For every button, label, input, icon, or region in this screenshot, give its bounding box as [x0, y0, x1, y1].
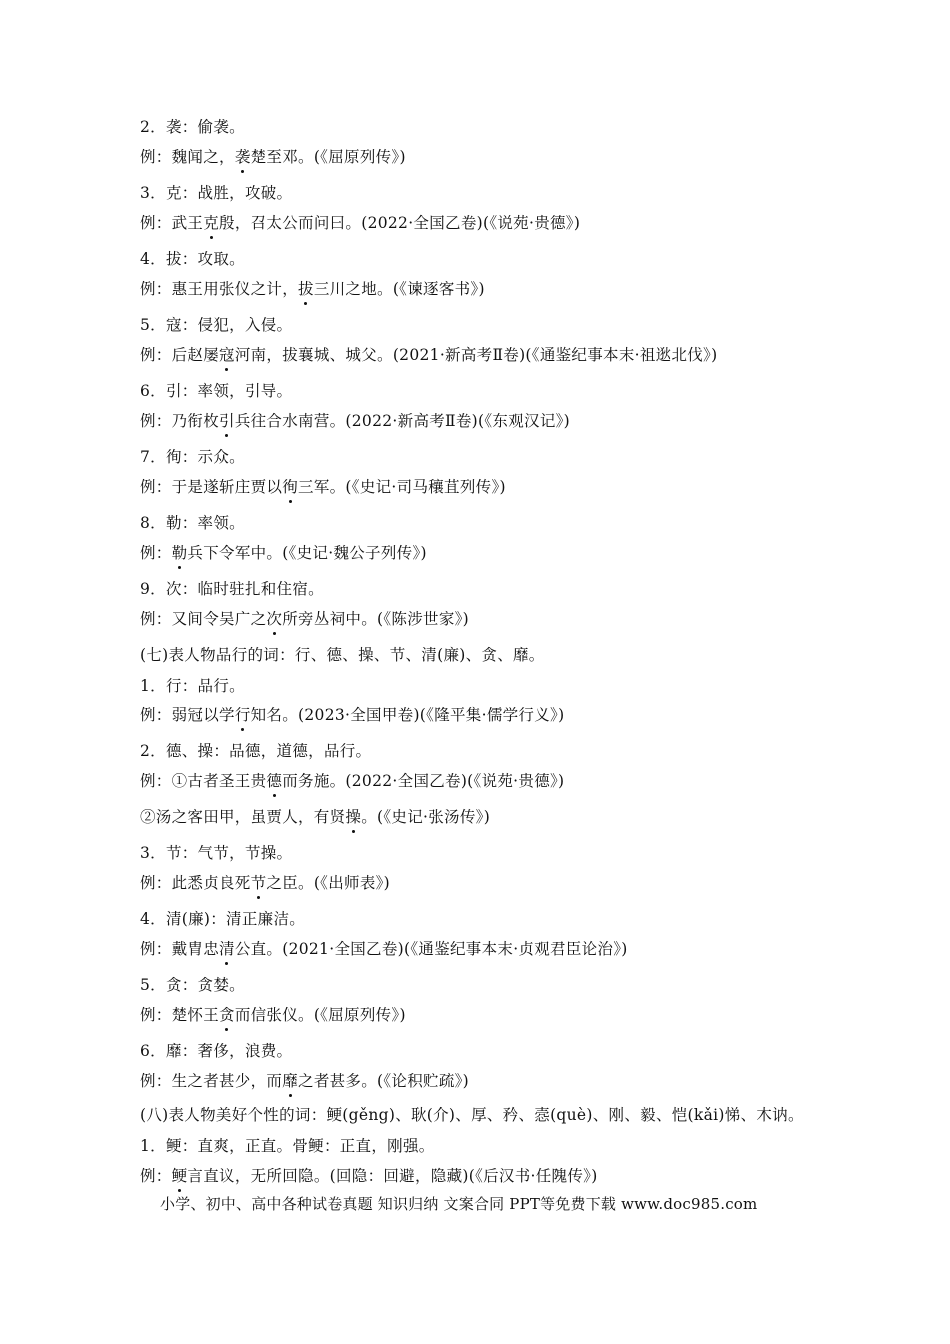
text-line: [140, 477, 506, 497]
text-line: [140, 279, 485, 299]
line-text: 例：后赵屡: [140, 346, 220, 364]
line-text: 兵往合水南营。(2022·新高考Ⅱ卷)(《东观汉记》): [234, 412, 571, 430]
text-line: [140, 1041, 292, 1061]
line-text: 2．袭：偷袭。: [140, 118, 245, 136]
line-text: 3．克：战胜，攻破。: [140, 184, 293, 202]
line-text: 6．引：率领，引导。: [140, 382, 293, 400]
emphasized-character: 徇: [282, 478, 299, 496]
line-text: 例：于是遂斩庄贾以: [140, 478, 283, 496]
line-text: ②汤之客田甲，虽贾人，有贤: [140, 808, 346, 826]
line-text: 公直。(2021·全国乙卷)(《通鉴纪事本末·贞观君臣论治》): [234, 940, 628, 958]
emphasized-character: 节: [250, 874, 267, 892]
line-text: 例：弱冠以学: [140, 706, 235, 724]
emphasized-character: 寇: [219, 346, 235, 364]
emphasized-character: 操: [345, 808, 362, 826]
emphasized-character: 次: [266, 610, 283, 628]
text-line: [140, 771, 564, 791]
emphasized-character: 勒: [171, 544, 188, 562]
line-text: 9．次：临时驻扎和住宿。: [140, 580, 324, 598]
line-text: (七)表人物品行的词：行、德、操、节、清(廉)、贪、靡。: [140, 646, 545, 664]
emphasized-character: 克: [203, 214, 220, 232]
line-text: 例：乃衔枚: [140, 412, 220, 430]
line-text: 知名。(2023·全国甲卷)(《隆平集·儒学行义》): [250, 706, 565, 724]
line-text: 例：武王: [140, 214, 204, 232]
text-line: [140, 1005, 406, 1025]
line-text: 例：戴胄忠: [140, 940, 220, 958]
emphasized-character: 贪: [219, 1006, 235, 1024]
text-line: [140, 411, 570, 431]
line-text: 例：此悉贞良死: [140, 874, 251, 892]
line-text: 河南，拔襄城、城父。(2021·新高考Ⅱ卷)(《通鉴纪事本末·祖逖北伐》): [234, 346, 718, 364]
emphasized-character: 清: [219, 940, 235, 958]
text-line: [140, 213, 580, 233]
line-text: 三军。(《史记·司马穰苴列传》): [298, 478, 506, 496]
line-text: 。(《史记·张汤传》): [361, 808, 491, 826]
text-line: [140, 705, 564, 725]
text-line: [140, 873, 390, 893]
line-text: 而务施。(2022·全国乙卷)(《说苑·贵德》): [282, 772, 565, 790]
line-text: 4．拔：攻取。: [140, 250, 245, 268]
text-line: [140, 676, 245, 696]
line-text: 例：魏闻之，: [140, 148, 235, 166]
line-text: 所旁丛祠中。(《陈涉世家》): [282, 610, 470, 628]
text-line: [140, 939, 628, 959]
text-line: [140, 975, 245, 995]
line-text: 言直议，无所回隐。(回隐：回避，隐藏)(《后汉书·任隗传》): [187, 1167, 598, 1185]
line-text: 例：楚怀王: [140, 1006, 220, 1024]
emphasized-character: 行: [234, 706, 251, 724]
line-text: 5．贪：贪婪。: [140, 976, 245, 994]
text-line: [140, 147, 406, 167]
text-line: [140, 315, 292, 335]
text-line: [140, 543, 427, 563]
line-text: 1．行：品行。: [140, 677, 245, 695]
text-line: [140, 345, 717, 365]
emphasized-character: 拔: [298, 280, 314, 298]
emphasized-character: 引: [219, 412, 235, 430]
page-footer: 小学、初中、高中各种试卷真题 知识归纳 文案合同 PPT等免费下载 www.doc985.com: [160, 1195, 758, 1213]
line-text: 8．勒：率领。: [140, 514, 245, 532]
line-text: 例：惠王用张仪之计，: [140, 280, 299, 298]
text-line: [140, 1071, 469, 1091]
line-text: 殷，召太公而问曰。(2022·全国乙卷)(《说苑·贵德》): [219, 214, 581, 232]
line-text: 例：: [140, 544, 172, 562]
line-text: 而信张仪。(《屈原列传》): [234, 1006, 406, 1024]
text-line: [140, 1136, 435, 1156]
line-text: 7．徇：示众。: [140, 448, 245, 466]
line-text: 例：生之者甚少，而: [140, 1072, 283, 1090]
text-line: [140, 1105, 804, 1125]
text-line: [140, 381, 292, 401]
line-text: 6．靡：奢侈，浪费。: [140, 1042, 293, 1060]
text-line: [140, 579, 324, 599]
text-line: [140, 843, 292, 863]
text-line: [140, 117, 245, 137]
text-line: [140, 249, 245, 269]
text-line: [140, 609, 469, 629]
text-line: [140, 513, 245, 533]
emphasized-character: 袭: [234, 148, 251, 166]
line-text: 1．鲠：直爽，正直。骨鲠：正直，刚强。: [140, 1137, 435, 1155]
line-text: 之者甚多。(《论积贮疏》): [298, 1072, 470, 1090]
line-text: 4．清(廉)：清正廉洁。: [140, 910, 306, 928]
line-text: 例：: [140, 1167, 172, 1185]
line-text: 楚至邓。(《屈原列传》): [250, 148, 406, 166]
emphasized-character: 靡: [282, 1072, 299, 1090]
text-line: [140, 807, 490, 827]
line-text: (八)表人物美好个性的词：鲠(gěng)、耿(介)、厚、矜、悫(què)、刚、毅、恺(kǎi)悌、木讷。: [140, 1106, 804, 1124]
text-line: [140, 645, 545, 665]
text-line: [140, 1166, 598, 1186]
line-text: 三川之地。(《谏逐客书》): [313, 280, 485, 298]
line-text: 之臣。(《出师表》): [266, 874, 391, 892]
line-text: 兵下令军中。(《史记·魏公子列传》): [187, 544, 427, 562]
emphasized-character: 德: [266, 772, 283, 790]
text-line: [140, 909, 305, 929]
text-line: [140, 183, 292, 203]
line-text: 例：又间令吴广之: [140, 610, 267, 628]
text-line: [140, 447, 245, 467]
emphasized-character: 鲠: [171, 1167, 188, 1185]
line-text: 3．节：气节，节操。: [140, 844, 293, 862]
line-text: 2．德、操：品德，道德，品行。: [140, 742, 372, 760]
text-line: [140, 741, 371, 761]
line-text: 例：①古者圣王贵: [140, 772, 267, 790]
line-text: 5．寇：侵犯，入侵。: [140, 316, 293, 334]
